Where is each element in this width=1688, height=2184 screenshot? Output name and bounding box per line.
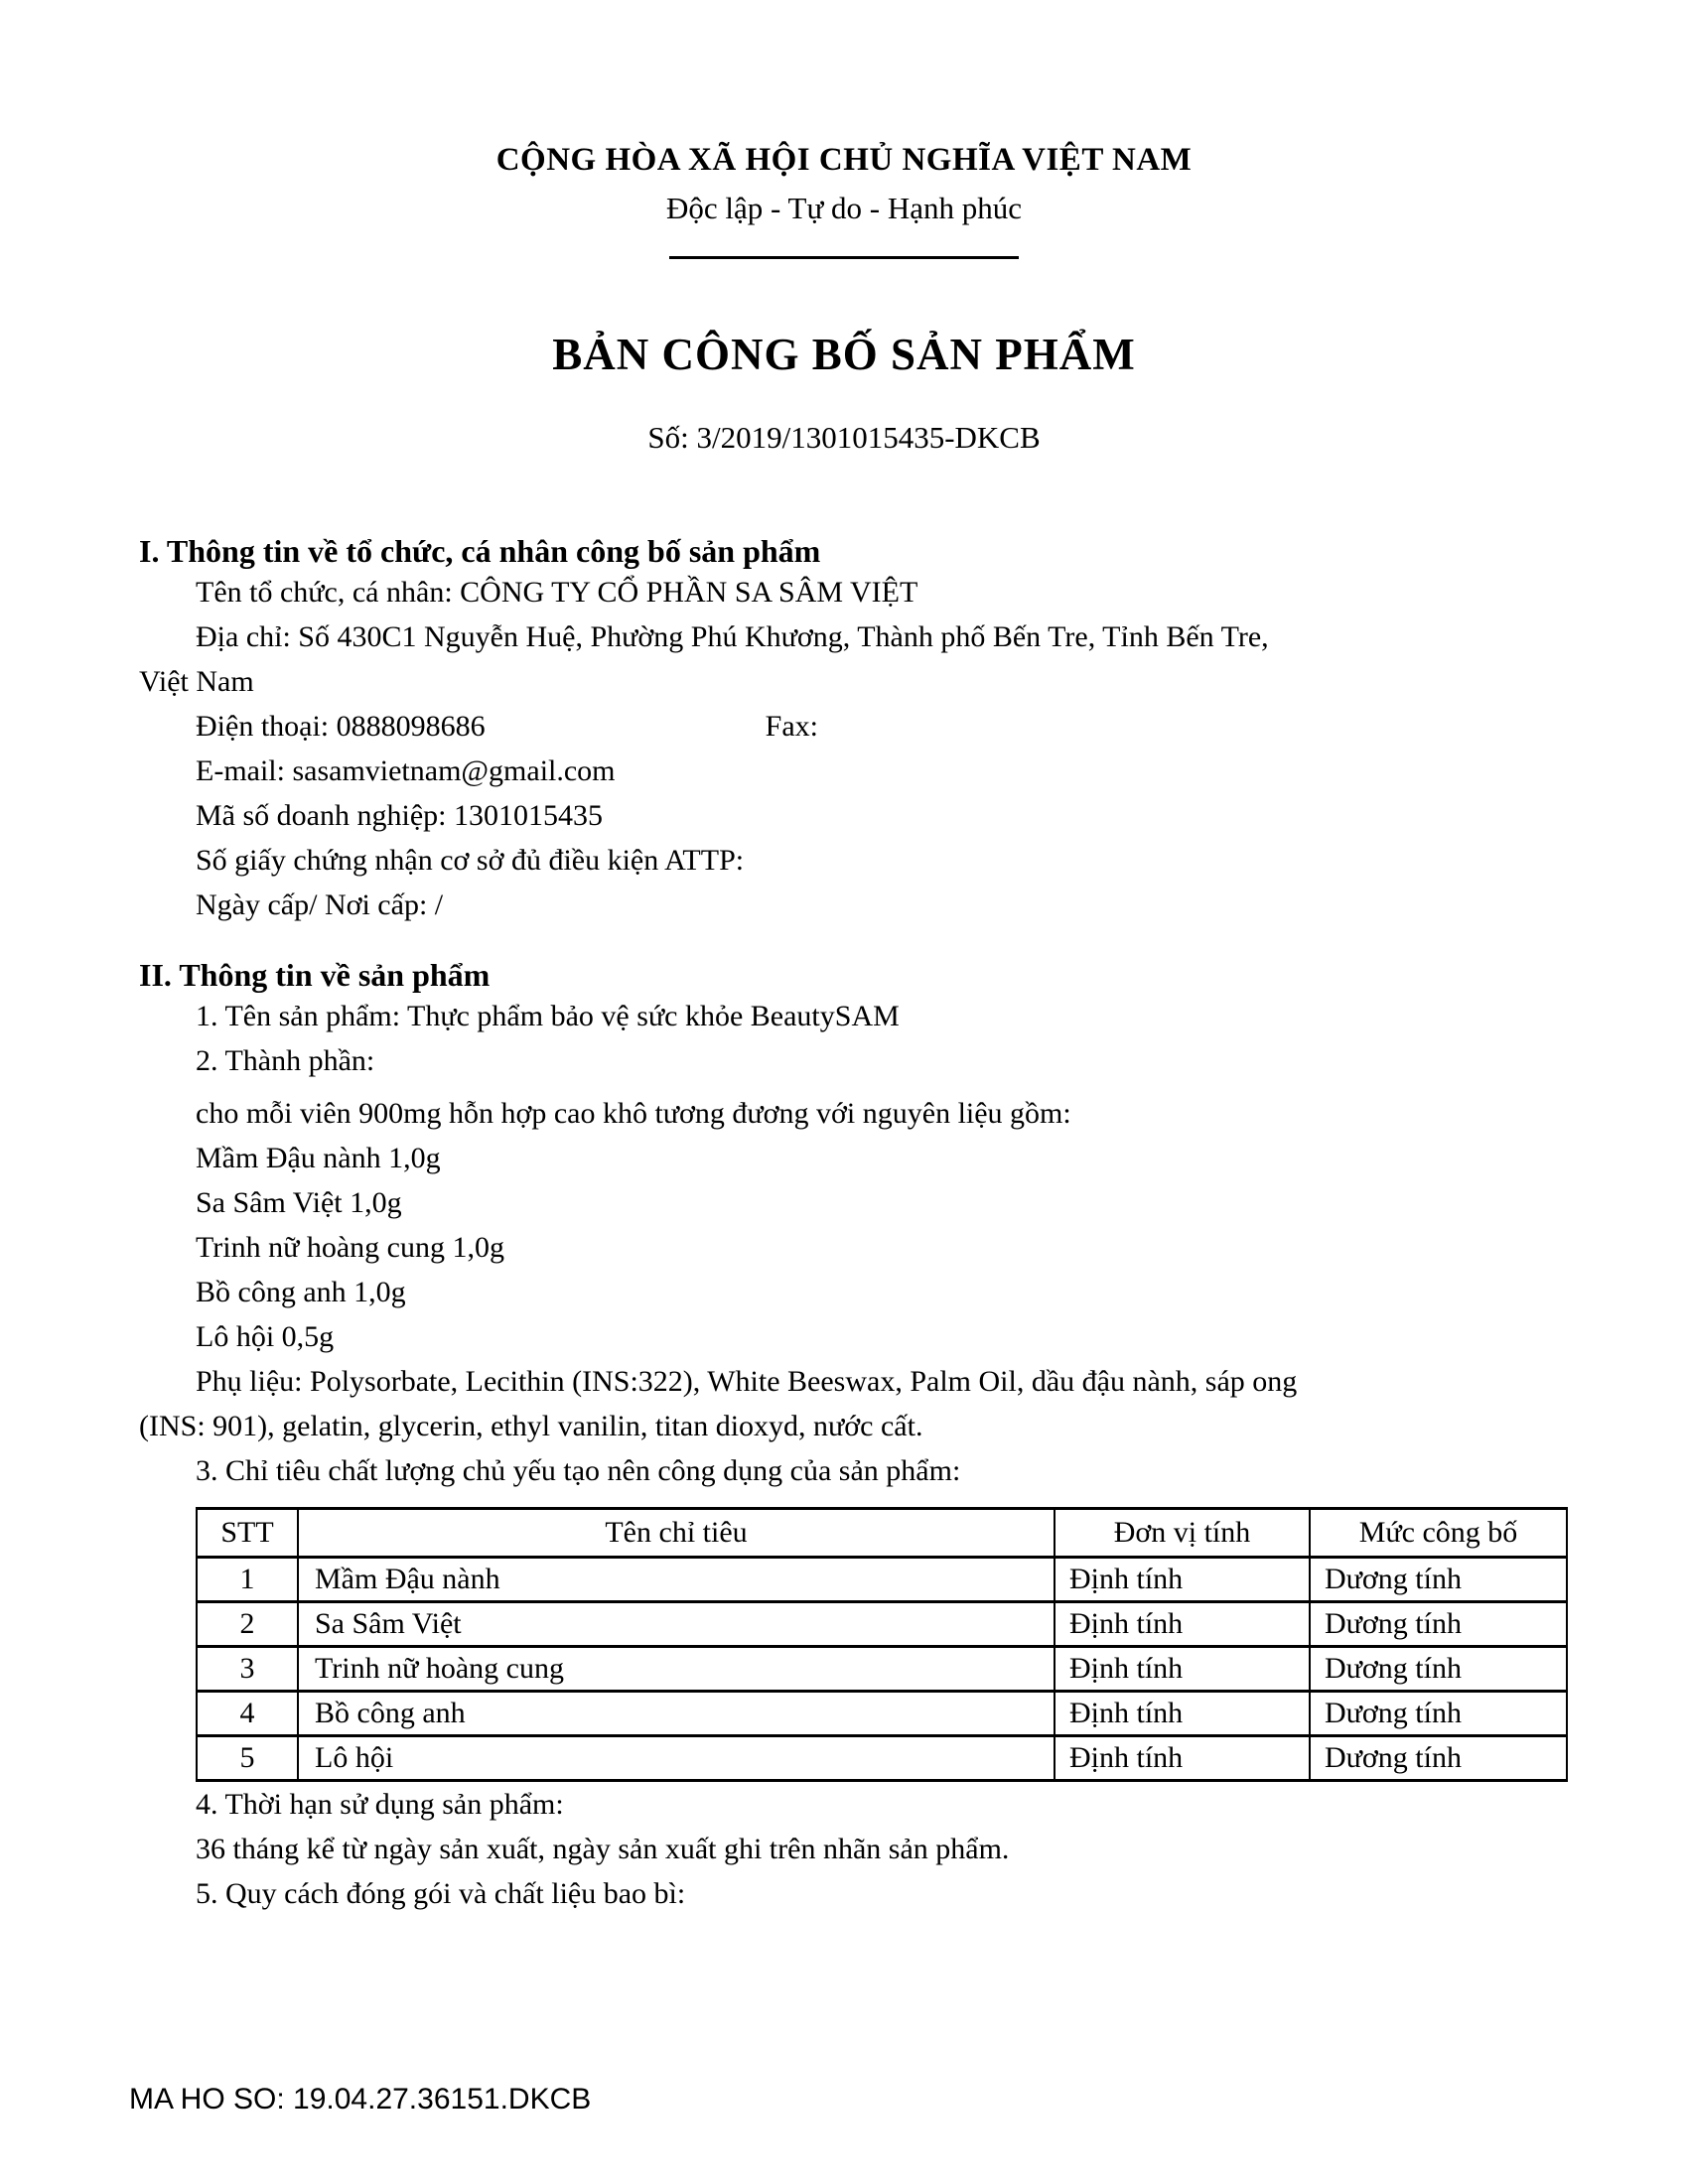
phone-fax-line	[139, 704, 1554, 749]
row-stt: 2	[197, 1602, 298, 1647]
composition-intro: cho mỗi viên 900mg hỗn hợp cao khô tương đương với nguyên liệu gồm:	[196, 1097, 1071, 1130]
row-stt: 5	[197, 1736, 298, 1781]
row-stt: 3	[197, 1647, 298, 1692]
row-level: Dương tính	[1310, 1692, 1567, 1736]
address-line-2: Việt Nam	[139, 665, 254, 698]
business-code-line: Mã số doanh nghiệp: 1301015435	[196, 799, 603, 832]
attp-certificate-line: Số giấy chứng nhận cơ sở đủ điều kiện ATTP:	[196, 844, 745, 877]
section-2-heading: II. Thông tin về sản phẩm	[139, 957, 491, 993]
row-unit: Định tính	[1055, 1736, 1310, 1781]
row-unit: Định tính	[1055, 1647, 1310, 1692]
phone-value: Điện thoại: 0888098686	[196, 710, 486, 743]
table-row	[197, 1692, 1567, 1736]
row-criterion: Sa Sâm Việt	[298, 1602, 1055, 1647]
document-header	[0, 0, 1688, 259]
national-motto: Độc lập - Tự do - Hạnh phúc	[666, 191, 1022, 225]
shelf-life-value-line: 36 tháng kể từ ngày sản xuất, ngày sản xuất ghi trên nhãn sản phẩm.	[196, 1833, 1010, 1865]
table-row	[197, 1736, 1567, 1781]
row-unit: Định tính	[1055, 1558, 1310, 1602]
ingredient-line: Bồ công anh 1,0g	[196, 1276, 406, 1308]
address-line-1: Địa chỉ: Số 430C1 Nguyễn Huệ, Phường Phú Khương, Thành phố Bến Tre, Tỉnh Bến Tre,	[196, 620, 1269, 653]
ingredient-line: Lô hội 0,5g	[196, 1320, 335, 1353]
ingredient-line: Trinh nữ hoàng cung 1,0g	[196, 1231, 504, 1264]
row-level: Dương tính	[1310, 1602, 1567, 1647]
table-row	[197, 1602, 1567, 1647]
row-level: Dương tính	[1310, 1647, 1567, 1692]
table-header-level: Mức công bố	[1310, 1509, 1567, 1558]
row-criterion: Trinh nữ hoàng cung	[298, 1647, 1055, 1692]
packaging-heading-line: 5. Quy cách đóng gói và chất liệu bao bì:	[196, 1877, 686, 1910]
quality-criteria-heading-line: 3. Chỉ tiêu chất lượng chủ yếu tạo nên công dụng của sản phẩm:	[196, 1454, 961, 1487]
org-name-line: Tên tổ chức, cá nhân: CÔNG TY CỔ PHẦN SA SÂM VIỆT	[196, 576, 918, 609]
table-header-criterion: Tên chỉ tiêu	[298, 1509, 1055, 1558]
document-title: BẢN CÔNG BỐ SẢN PHẨM	[552, 330, 1136, 379]
row-unit: Định tính	[1055, 1692, 1310, 1736]
ingredient-line: Sa Sâm Việt 1,0g	[196, 1186, 402, 1219]
issue-date-place-line: Ngày cấp/ Nơi cấp: /	[196, 888, 444, 921]
document-number: Số: 3/2019/1301015435-DKCB	[647, 420, 1041, 455]
national-title: CỘNG HÒA XÃ HỘI CHỦ NGHĨA VIỆT NAM	[495, 142, 1193, 178]
composition-block	[139, 1091, 1554, 1448]
table-header-row	[197, 1509, 1567, 1558]
composition-heading-line: 2. Thành phần:	[196, 1044, 375, 1077]
shelf-life-heading-line: 4. Thời hạn sử dụng sản phẩm:	[196, 1788, 564, 1821]
row-stt: 1	[197, 1558, 298, 1602]
table-header-unit: Đơn vị tính	[1055, 1509, 1310, 1558]
fax-label: Fax:	[765, 710, 818, 743]
header-divider-line	[669, 256, 1019, 259]
row-criterion: Bồ công anh	[298, 1692, 1055, 1736]
ingredient-line: Mầm Đậu nành 1,0g	[196, 1142, 441, 1174]
excipients-line-2: (INS: 901), gelatin, glycerin, ethyl vanilin, titan dioxyd, nước cất.	[139, 1410, 923, 1442]
row-criterion: Mầm Đậu nành	[298, 1558, 1055, 1602]
table-header-stt: STT	[197, 1509, 298, 1558]
address-line	[139, 614, 1554, 704]
product-name-line: 1. Tên sản phẩm: Thực phẩm bảo vệ sức khỏe BeautySAM	[196, 1000, 900, 1032]
file-code-footer: MA HO SO: 19.04.27.36151.DKCB	[129, 2083, 592, 2116]
quality-criteria-table	[196, 1507, 1568, 1782]
row-level: Dương tính	[1310, 1736, 1567, 1781]
row-level: Dương tính	[1310, 1558, 1567, 1602]
table-row	[197, 1558, 1567, 1602]
row-stt: 4	[197, 1692, 298, 1736]
section-1-heading: I. Thông tin về tổ chức, cá nhân công bố sản phẩm	[139, 533, 821, 569]
table-row	[197, 1647, 1567, 1692]
email-line: E-mail: sasamvietnam@gmail.com	[196, 754, 616, 787]
row-unit: Định tính	[1055, 1602, 1310, 1647]
document-body	[0, 533, 1688, 1916]
row-criterion: Lô hội	[298, 1736, 1055, 1781]
excipients-line-1: Phụ liệu: Polysorbate, Lecithin (INS:322), White Beeswax, Palm Oil, dầu đậu nành, sáp ong	[196, 1365, 1298, 1398]
